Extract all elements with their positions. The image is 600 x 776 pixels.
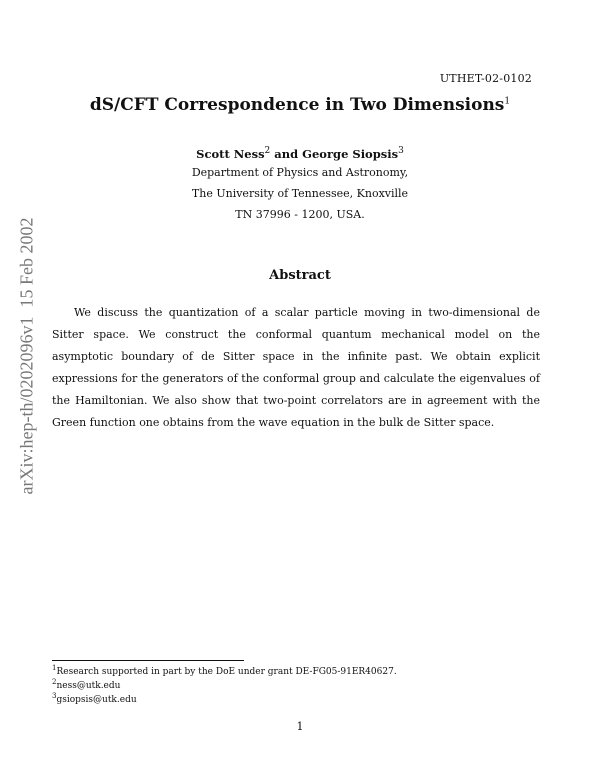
footnote-text: ness@utk.edu xyxy=(56,681,121,691)
footnote-mark: 2 xyxy=(52,678,57,686)
footnote-divider xyxy=(52,660,244,661)
report-number: UTHET-02-0102 xyxy=(439,72,532,85)
title-text: dS/CFT Correspondence in Two Dimensions xyxy=(89,95,505,115)
author-siopsis-mark: 3 xyxy=(398,146,404,156)
footnote-text: Research supported in part by the DoE under grant DE-FG05-91ER40627. xyxy=(56,667,397,677)
abstract-body: We discuss the quantization of a scalar particle moving in two-dimensional de Sitter space. We construct the conformal quantum mechanical model on the asymptotic boundary of de Sitter space in the infinite past. We obtain explicit expressions for the generators of the conformal group and calculate the eigenvalues of the Hamiltonian. We also show that two-point correlators are in agreement with the Green function one obtains from the wave equation in the bulk de Sitter space. xyxy=(52,306,540,429)
author-ness: Scott Ness xyxy=(196,146,265,161)
author-ness-mark: 2 xyxy=(264,146,271,156)
abstract-heading: Abstract xyxy=(269,268,331,283)
author-siopsis: George Siopsis xyxy=(302,146,399,161)
arxiv-identifier-stamp: arXiv:hep-th/0202096v1 15 Feb 2002 xyxy=(16,217,37,495)
page-number: 1 xyxy=(296,720,304,733)
author-line xyxy=(0,146,600,161)
affiliation-university: The University of Tennessee, Knoxville xyxy=(191,187,409,200)
footnote-funding xyxy=(52,664,397,677)
title-footnote-mark: 1 xyxy=(504,96,511,107)
footnote-mark: 1 xyxy=(52,664,57,672)
affiliation-address: TN 37996 - 1200, USA. xyxy=(235,208,365,221)
footnote-email-ness xyxy=(52,678,120,691)
footnote-email-siopsis xyxy=(52,692,137,705)
affiliation-department: Department of Physics and Astronomy, xyxy=(191,166,409,179)
footnote-text: gsiopsis@utk.edu xyxy=(56,695,137,705)
paper-title xyxy=(0,95,600,115)
footnote-mark: 3 xyxy=(52,692,57,700)
author-conjunction: and xyxy=(270,146,303,161)
